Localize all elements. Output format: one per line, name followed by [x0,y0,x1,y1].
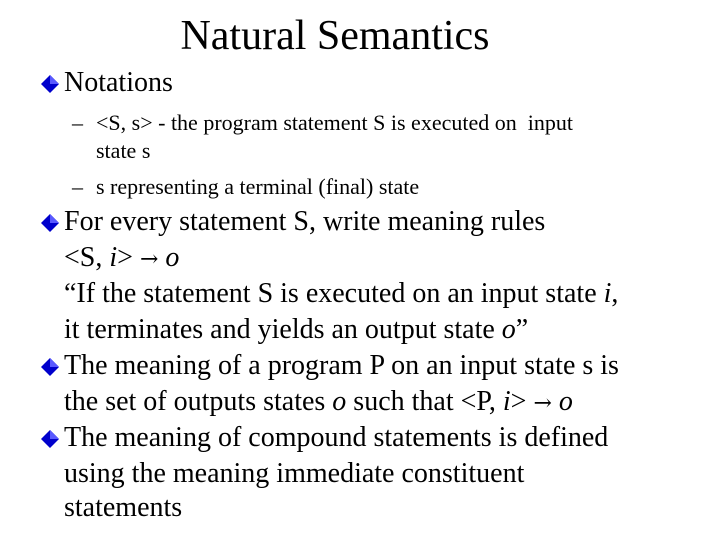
bullet-notations: Notations [64,67,173,98]
rule-explanation-line2: it terminates and yields an output state o” [64,314,529,345]
diamond-bullet-icon [40,213,60,233]
subitem-1-line2: state s [96,138,151,163]
sub-dash: – [72,110,83,135]
subitem-1-line1: <S, s> - the program statement S is executed on input [96,110,573,135]
compound-statements-line3: statements [64,492,183,523]
compound-statements-line2: using the meaning immediate constituent [64,458,525,489]
sub-dash: – [72,174,83,199]
bullet-compound-statements: The meaning of compound statements is defined [64,422,609,453]
bullet-program-meaning: The meaning of a program P on an input state s is [64,350,619,381]
meaning-rule: <S, i> → o [64,242,180,273]
diamond-bullet-icon [40,357,60,377]
slide-title: Natural Semantics [180,13,490,59]
subitem-2-line1: s representing a terminal (final) state [96,174,420,199]
diamond-bullet-icon [40,429,60,449]
diamond-bullet-icon [40,74,60,94]
rule-explanation-line1: “If the statement S is executed on an input state i, [64,278,619,309]
bullet-for-every-statement: For every statement S, write meaning rules [64,206,546,237]
program-meaning-line2: the set of outputs states o such that <P, i> → o [64,386,573,417]
